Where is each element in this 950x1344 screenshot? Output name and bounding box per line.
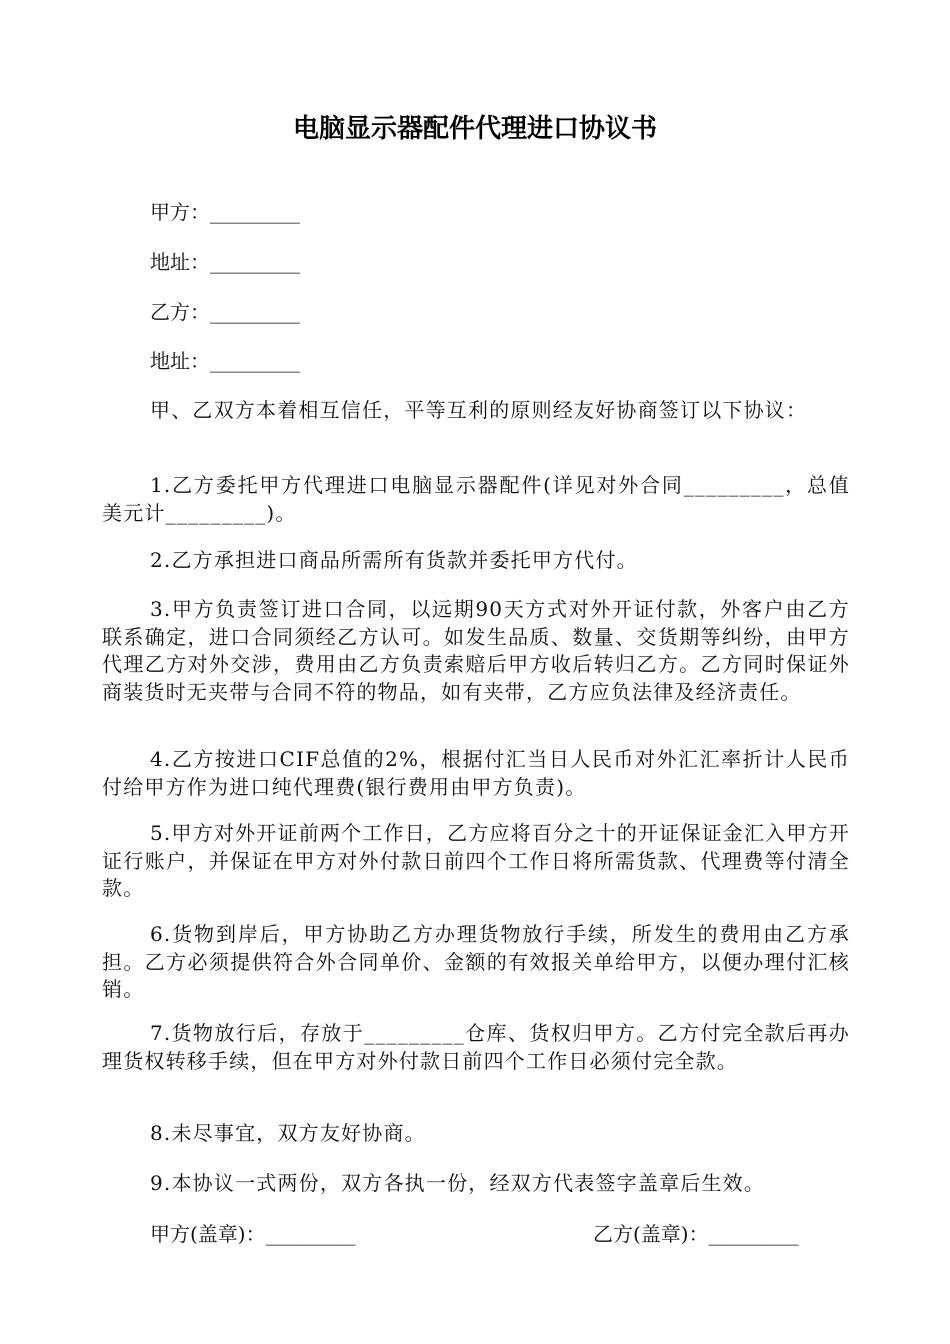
party-b-signature: 乙方(盖章)：_________ — [593, 1222, 799, 1246]
clause-2: 2.乙方承担进口商品所需所有货款并委托甲方代付。 — [150, 548, 638, 572]
party-a-field: 甲方：_________ — [150, 200, 300, 224]
clause-4: 4.乙方按进口CIF总值的2%，根据付汇当日人民币对外汇汇率折计人民币付给甲方作为进口纯代理费(银行费用由甲方负责)。 — [102, 747, 850, 799]
party-b-address-field: 地址：_________ — [150, 349, 300, 373]
clause-8: 8.未尽事宜，双方友好协商。 — [150, 1121, 426, 1145]
clause-6: 6.货物到岸后，甲方协助乙方办理货物放行手续，所发生的费用由乙方承担。乙方必须提供符合外合同单价、金额的有效报关单给甲方，以便办理付汇核销。 — [102, 922, 850, 1001]
document-title: 电脑显示器配件代理进口协议书 — [292, 114, 657, 144]
intro-paragraph: 甲、乙双方本着相互信任，平等互利的原则经友好协商签订以下协议： — [150, 398, 808, 422]
party-a-signature: 甲方(盖章)：_________ — [150, 1222, 356, 1246]
party-b-field: 乙方：_________ — [150, 300, 300, 324]
party-a-address-field: 地址：_________ — [150, 250, 300, 274]
clause-9: 9.本协议一式两份，双方各执一份，经双方代表签字盖章后生效。 — [150, 1171, 766, 1195]
clause-7: 7.货物放行后，存放于_________仓库、货权归甲方。乙方付完全款后再办理货权转移手续，但在甲方对外付款日前四个工作日必须付完全款。 — [102, 1021, 850, 1073]
clause-5: 5.甲方对外开证前两个工作日，乙方应将百分之十的开证保证金汇入甲方开证行账户，并保证在甲方对外付款日前四个工作日将所需货款、代理费等付清全款。 — [102, 821, 850, 900]
clause-3: 3.甲方负责签订进口合同，以远期90天方式对外开证付款，外客户由乙方联系确定，进口合同须经乙方认可。如发生品质、数量、交货期等纠纷，由甲方代理乙方对外交涉，费用由乙方负责索赔后甲方收后转归乙方。乙方同时保证外商装货时无夹带与合同不符的物品，如有夹带，乙方应负法律及经济责任。 — [102, 597, 850, 704]
clause-1: 1.乙方委托甲方代理进口电脑显示器配件(详见对外合同_________，总值美元计_________)。 — [102, 473, 850, 525]
